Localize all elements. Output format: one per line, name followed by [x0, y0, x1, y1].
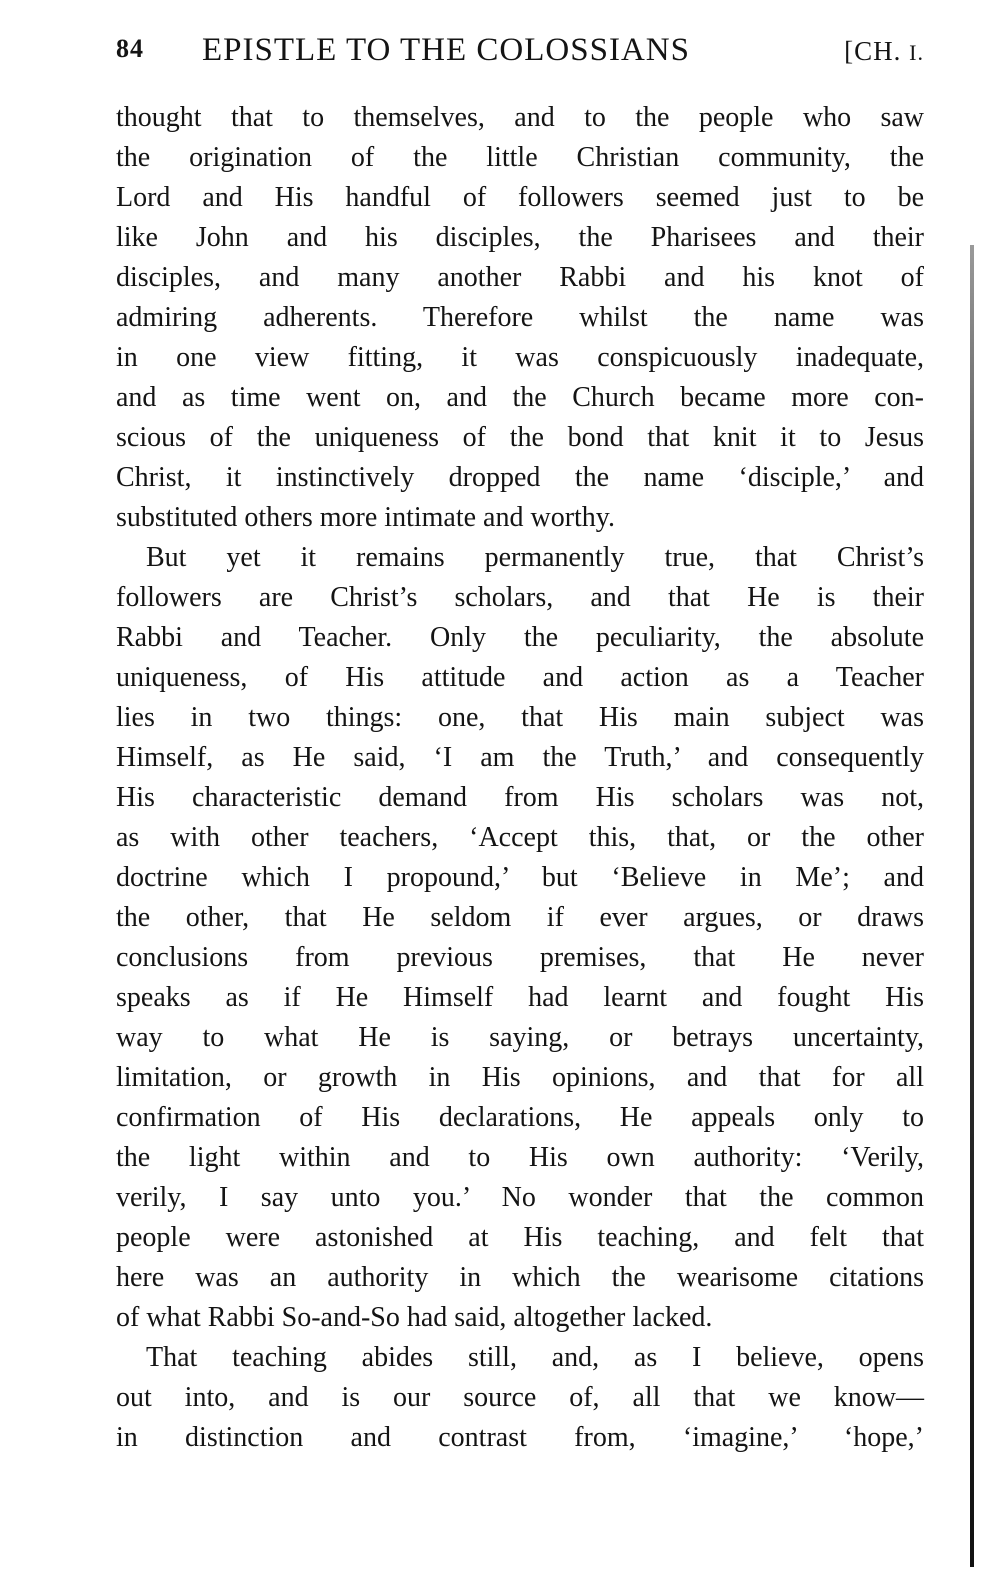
- text-line: verily, I say unto you.’ No wonder that the common: [116, 1182, 924, 1213]
- text-line: the other, that He seldom if ever argues, or draws: [116, 902, 924, 933]
- running-title: EPISTLE TO THE COLOSSIANS: [202, 32, 690, 68]
- chapter-reference: [844, 36, 924, 67]
- body-text: [116, 98, 924, 1458]
- text-line: limitation, or growth in His opinions, and that for all: [116, 1062, 924, 1093]
- text-line: the light within and to His own authority: ‘Verily,: [116, 1142, 924, 1173]
- text-line: But yet it remains permanently true, that Christ’s: [146, 542, 924, 573]
- text-line: thought that to themselves, and to the people who saw: [116, 102, 924, 133]
- text-line: uniqueness, of His attitude and action as a Teacher: [116, 662, 924, 693]
- text-line: lies in two things: one, that His main subject was: [116, 702, 924, 733]
- text-line: That teaching abides still, and, as I believe, opens: [146, 1342, 924, 1373]
- text-line: His characteristic demand from His scholars was not,: [116, 782, 924, 813]
- text-line: the origination of the little Christian community, the: [116, 142, 924, 173]
- text-line: and as time went on, and the Church became more con-: [116, 382, 924, 413]
- text-line: Rabbi and Teacher. Only the peculiarity, the absolute: [116, 622, 924, 653]
- text-line: scious of the uniqueness of the bond that knit it to Jesus: [116, 422, 924, 453]
- text-line: of what Rabbi So-and-So had said, altogether lacked.: [116, 1302, 713, 1333]
- text-line: speaks as if He Himself had learnt and fought His: [116, 982, 924, 1013]
- text-line: admiring adherents. Therefore whilst the name was: [116, 302, 924, 333]
- chapter-number: I.: [909, 40, 924, 65]
- text-line: people were astonished at His teaching, and felt that: [116, 1222, 924, 1253]
- text-line: here was an authority in which the wearisome citations: [116, 1262, 924, 1293]
- text-line: Christ, it instinctively dropped the name ‘disciple,’ and: [116, 462, 924, 493]
- text-line: way to what He is saying, or betrays uncertainty,: [116, 1022, 924, 1053]
- page-number: 84: [116, 34, 144, 63]
- text-line: as with other teachers, ‘Accept this, that, or the other: [116, 822, 924, 853]
- text-line: Himself, as He said, ‘I am the Truth,’ and consequently: [116, 742, 924, 773]
- running-head: [116, 32, 924, 76]
- text-line: Lord and His handful of followers seemed just to be: [116, 182, 924, 213]
- text-line: like John and his disciples, the Pharisees and their: [116, 222, 924, 253]
- text-line: in distinction and contrast from, ‘imagine,’ ‘hope,’: [116, 1422, 924, 1453]
- text-line: confirmation of His declarations, He appeals only to: [116, 1102, 924, 1133]
- page-edge-shadow: [970, 245, 974, 1567]
- text-line: doctrine which I propound,’ but ‘Believe in Me’; and: [116, 862, 924, 893]
- text-line: out into, and is our source of, all that we know—: [116, 1382, 924, 1413]
- chapter-prefix: [CH.: [844, 36, 902, 66]
- text-line: substituted others more intimate and worthy.: [116, 502, 615, 533]
- text-line: conclusions from previous premises, that He never: [116, 942, 924, 973]
- text-line: in one view fitting, it was conspicuously inadequate,: [116, 342, 924, 373]
- text-line: disciples, and many another Rabbi and his knot of: [116, 262, 924, 293]
- text-line: followers are Christ’s scholars, and that He is their: [116, 582, 924, 613]
